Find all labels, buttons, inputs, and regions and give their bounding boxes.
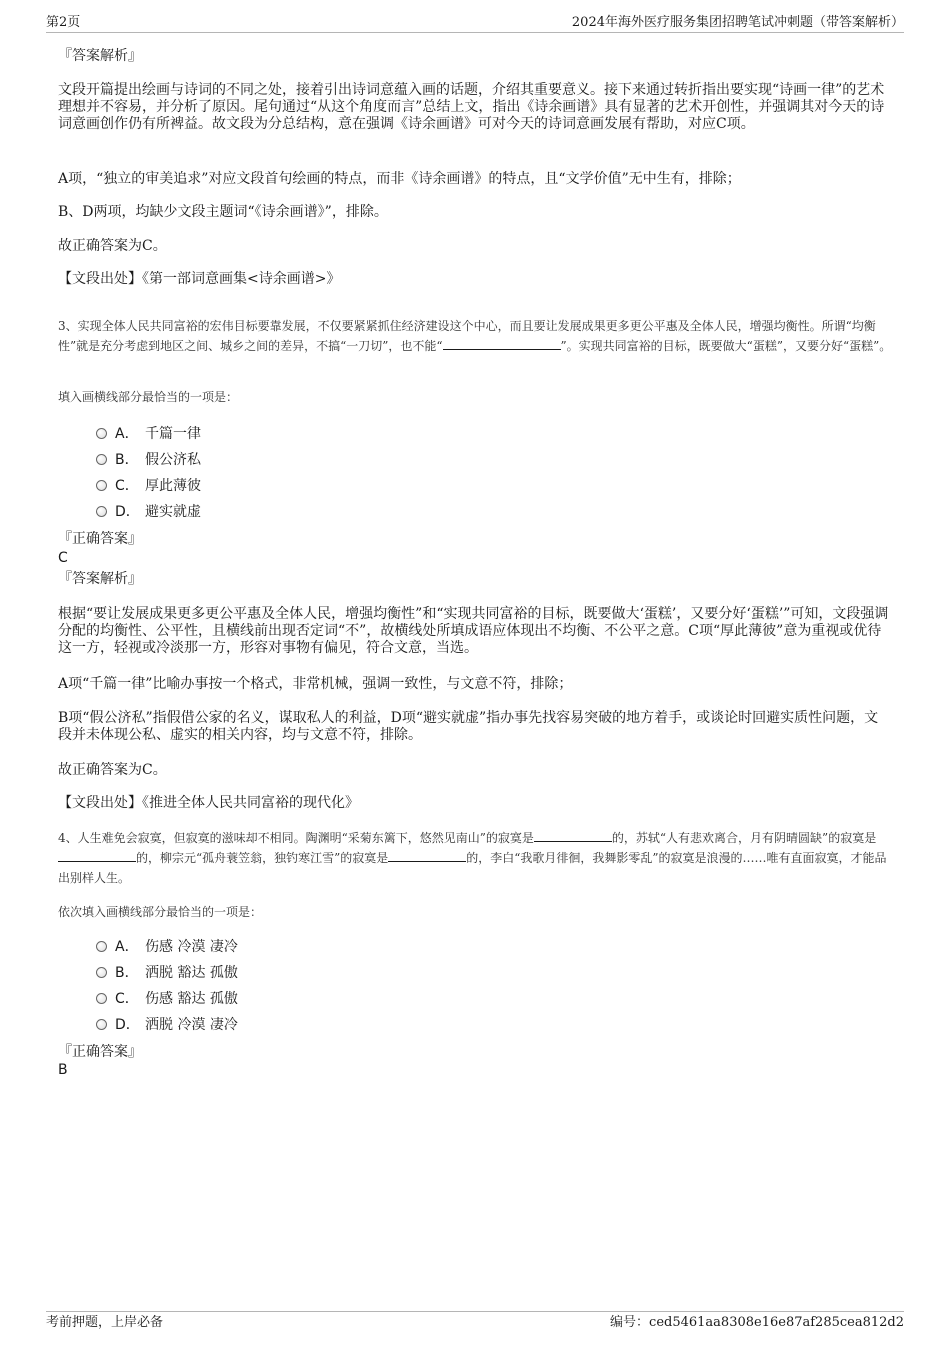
q2-analysis-paragraph-2: A项，“独立的审美追求”对应文段首句绘画的特点，而非《诗余画谱》的特点，且“文学价值”无中生有，排除； [58, 171, 741, 187]
q3-option-c-text: 厚此薄彼 [145, 478, 201, 494]
q4-correct-answer: B [58, 1062, 68, 1078]
q4-option-a-letter: A． [115, 939, 139, 955]
q3-stem [58, 316, 892, 356]
q2-source: 【文段出处】《第一部词意画集<诗余画谱>》 [58, 271, 341, 287]
q4-option-d[interactable] [96, 1016, 238, 1034]
q3-option-b[interactable] [96, 451, 201, 469]
q4-stem-part-4: 的，李白“我歌月徘徊，我舞影零乱”的寂寞是浪漫的……唯有直面寂寞，才能品出别样人生。 [58, 851, 887, 885]
q4-stem-part-1: 4、人生难免会寂寞，但寂寞的滋味却不相同。陶渊明“采菊东篱下，悠然见南山”的寂寞是 [58, 831, 534, 845]
q3-analysis-paragraph-1: 根据“要让发展成果更多更公平惠及全体人民，增强均衡性”和“实现共同富裕的目标，既要做大‘蛋糕’，又要分好‘蛋糕’”可知，文段强调分配的均衡性、公平性，且横线前出现否定词“不”，故横线处所填成语应体现出不均衡、不公平之意。C项“厚此薄彼”意为重视或优待这一方，轻视或冷淡那一方，形容对事物有偏见，符合文意，当选。 [58, 606, 889, 656]
page-number: 第2页 [46, 15, 81, 30]
q3-option-c[interactable] [96, 477, 201, 495]
q2-analysis-paragraph-3: B、D两项，均缺少文段主题词“《诗余画谱》”，排除。 [58, 204, 388, 220]
q3-source: 【文段出处】《推进全体人民共同富裕的现代化》 [58, 795, 359, 811]
page-header [46, 14, 904, 33]
q3-option-a[interactable] [96, 425, 201, 443]
q3-analysis-paragraph-4: 故正确答案为C。 [58, 762, 167, 778]
q3-stem-part-2: ”。实现共同富裕的目标，既要做大“蛋糕”，又要分好“蛋糕”。 [560, 339, 892, 353]
q4-option-d-letter: D． [115, 1017, 140, 1033]
radio-icon[interactable] [96, 941, 107, 952]
q4-blank-3 [388, 848, 466, 862]
q3-blank [443, 336, 561, 350]
q4-stem [58, 828, 892, 888]
q3-option-d[interactable] [96, 503, 201, 521]
document-code: 编号：ced5461aa8308e16e87af285cea812d2 [610, 1315, 904, 1330]
q3-stem-part-1: 3、实现全体人民共同富裕的宏伟目标要靠发展，不仅要紧紧抓住经济建设这个中心，而且要让发展成果更多更公平惠及全体人民，增强均衡性。所谓“均衡性”就是充分考虑到地区之间、城乡之间的差异，不搞“一刀切”，也不能“ [58, 319, 876, 353]
q3-prompt: 填入画横线部分最恰当的一项是： [58, 390, 239, 404]
q3-option-d-text: 避实就虚 [145, 504, 201, 520]
q3-correct-answer: C [58, 550, 68, 566]
radio-icon[interactable] [96, 967, 107, 978]
q4-option-c[interactable] [96, 990, 238, 1008]
q2-analysis-label: 『答案解析』 [58, 48, 142, 64]
q3-option-a-letter: A． [115, 426, 139, 442]
q4-option-b-letter: B． [115, 965, 139, 981]
q3-option-a-text: 千篇一律 [145, 426, 201, 442]
q4-option-a[interactable] [96, 938, 238, 956]
q3-correct-label: 『正确答案』 [58, 531, 142, 547]
q4-stem-part-3: 的，柳宗元“孤舟蓑笠翁，独钓寒江雪”的寂寞是 [136, 851, 389, 865]
q4-option-c-text: 伤感 豁达 孤傲 [145, 991, 238, 1007]
document-title: 2024年海外医疗服务集团招聘笔试冲刺题（带答案解析） [571, 15, 904, 30]
q4-option-b[interactable] [96, 964, 238, 982]
q4-prompt: 依次填入画横线部分最恰当的一项是： [58, 905, 263, 919]
q4-correct-label: 『正确答案』 [58, 1044, 142, 1060]
page-footer [46, 1311, 904, 1334]
radio-icon[interactable] [96, 454, 107, 465]
q4-blank-1 [534, 828, 612, 842]
radio-icon[interactable] [96, 506, 107, 517]
q4-blank-2 [58, 848, 136, 862]
radio-icon[interactable] [96, 428, 107, 439]
q3-option-b-text: 假公济私 [145, 452, 201, 468]
q3-analysis-paragraph-2: A项“千篇一律”比喻办事按一个格式，非常机械，强调一致性，与文意不符，排除； [58, 676, 573, 692]
q4-option-d-text: 洒脱 冷漠 凄冷 [145, 1017, 238, 1033]
q3-option-c-letter: C． [115, 478, 139, 494]
radio-icon[interactable] [96, 480, 107, 491]
footer-slogan: 考前押题，上岸必备 [46, 1315, 164, 1330]
q3-analysis-label: 『答案解析』 [58, 571, 142, 587]
q4-stem-part-2: 的，苏轼“人有悲欢离合，月有阴晴圆缺”的寂寞是 [611, 831, 877, 845]
q4-option-c-letter: C． [115, 991, 139, 1007]
q4-option-a-text: 伤感 冷漠 凄冷 [145, 939, 238, 955]
q3-option-d-letter: D． [115, 504, 140, 520]
radio-icon[interactable] [96, 1019, 107, 1030]
q3-option-b-letter: B． [115, 452, 139, 468]
q3-analysis-paragraph-3: B项“假公济私”指假借公家的名义，谋取私人的利益，D项“避实就虚”指办事先找容易突破的地方着手，或谈论时回避实质性问题，文段并未体现公私、虚实的相关内容，均与文意不符，排除。 [58, 710, 879, 743]
q4-option-b-text: 洒脱 豁达 孤傲 [145, 965, 238, 981]
q2-analysis-paragraph-4: 故正确答案为C。 [58, 238, 167, 254]
q2-analysis-paragraph-1: 文段开篇提出绘画与诗词的不同之处，接着引出诗词意蕴入画的话题，介绍其重要意义。接下来通过转折指出要实现“诗画一律”的艺术理想并不容易，并分析了原因。尾句通过“从这个角度而言”总结上文，指出《诗余画谱》具有显著的艺术开创性，并强调其对今天的诗词意画创作仍有所裨益。故文段为分总结构，意在强调《诗余画谱》可对今天的诗词意画发展有帮助，对应C项。 [58, 82, 885, 132]
radio-icon[interactable] [96, 993, 107, 1004]
